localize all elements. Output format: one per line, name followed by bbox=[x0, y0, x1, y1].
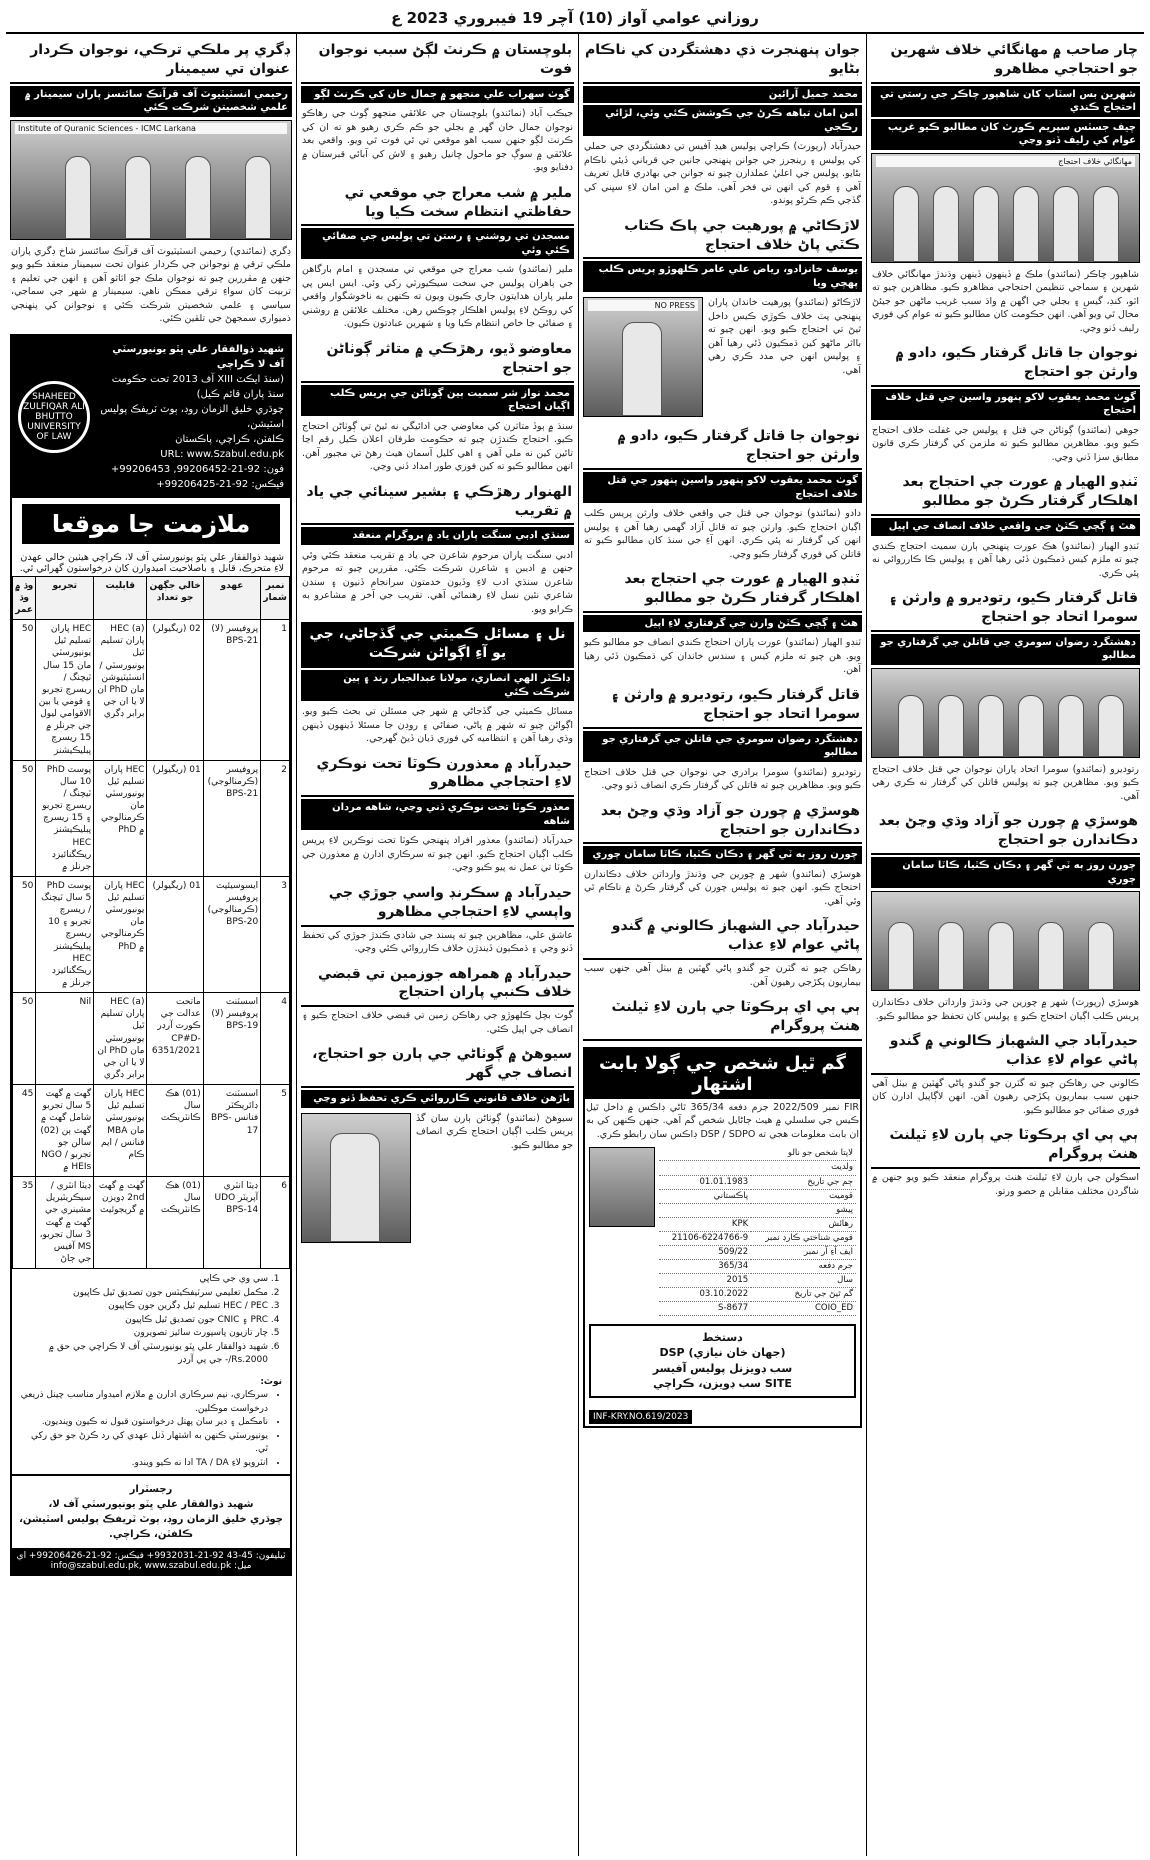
subheadline: مسجدن تي روشني ۽ رستن تي پوليس جي صفائي ڪئي وئي bbox=[301, 228, 574, 259]
note-item: • انٽرويو لاءِ TA / DA ادا نه ڪيو ويندو. bbox=[20, 1457, 268, 1471]
notice-rows bbox=[659, 1147, 856, 1315]
person-figure bbox=[973, 186, 999, 262]
job-cell-qual: HEC پاران تسليم ٿيل يونيورسٽي مان ڪرمنالوجي ۾ PhD bbox=[94, 876, 147, 992]
job-cell-qual: HEC پاران تسليم ٿيل يونيورسٽي مان MBA فنانس / ايم ڪام bbox=[94, 1085, 147, 1177]
notice-row bbox=[659, 1231, 856, 1245]
article-body: هوسڙي (رپورٽ) شهر ۾ چورين جي وڌندڙ وارداتن خلاف دڪاندارن پريس ڪلب اڳيان احتجاج ڪيو ۽ پوليس کان تحفظ جو مطالبو ڪيو. bbox=[872, 997, 1139, 1022]
person-figure bbox=[938, 922, 964, 991]
person-figure bbox=[938, 695, 964, 757]
column-center-left bbox=[296, 34, 578, 1856]
ad-footer: ٽيليفون: 45-43 92-21-9932031+ فيڪس: 92-21-99206426+ اي ميل: info@szabul.edu.pk, www.szabul.edu.pk bbox=[12, 1548, 290, 1574]
subheadline: امن امان تباهه ڪرڻ جي ڪوشش ڪئي وئي، لڙائي رڪجي bbox=[583, 105, 862, 136]
notice-label: لاپتا شخص جو نالو bbox=[751, 1147, 856, 1161]
headline: حيدرآباد جي الشهباز ڪالوني ۾ گندو پاڻي عوام لاءِ عذاب bbox=[871, 1029, 1140, 1075]
job-cell-no: 5 bbox=[261, 1085, 290, 1177]
ad-url: URL: www.Szabul.edu.pk bbox=[160, 448, 284, 460]
job-cell-age: 50 bbox=[13, 620, 36, 761]
registrar-signoff bbox=[12, 1474, 290, 1548]
notice-grid bbox=[585, 1143, 860, 1320]
vacancies-banner: ملازمت جا موقعا bbox=[22, 504, 280, 544]
officer-signature bbox=[589, 1324, 856, 1398]
notice-label: رهائش bbox=[751, 1217, 856, 1231]
news-photo bbox=[871, 891, 1140, 991]
headline: ملير ۾ شب معراج جي موقعي تي حفاظتي انتظام سخت ڪيا ويا bbox=[301, 181, 574, 227]
ad-line: چوڌري خليق الزمان روڊ، ٻوٽ ٽريفڪ پوليس اسٽيشن، bbox=[100, 403, 284, 430]
news-photo bbox=[871, 668, 1140, 758]
masthead-text: روزاني عوامي آواز (10) آچر 19 فيبروري 2023 ع bbox=[391, 9, 759, 27]
headline: ڊگري پر ملڪي ترڪي، نوجوان ڪردار عنوان تي سيمينار bbox=[10, 38, 292, 84]
headline: لاڙڪاڻي ۾ پورهيت جي پاڪ ڪتاب ڪٽي پاڻ خلاف احتجاج bbox=[583, 214, 862, 260]
subheadline: معذور ڪوٽا تحت نوڪري ڏني وڃي، شاهه مردان شاهه bbox=[301, 799, 574, 830]
headline: ٻي ٻي اي ٻرڪوٽا جي ٻارن لاءِ ٽيلنٽ هنٽ پروگرام bbox=[871, 1123, 1140, 1169]
person-figure bbox=[1093, 186, 1119, 262]
job-cell-exp: HEC پاران تسليم ٿيل يونيورسٽي مان 15 سال ٽيچنگ / ريسرچ تجربو ۽ قومي يا بين الاقوامي ليول جي جرنلز ۾ 15 ريسرچ پبليڪيشنز bbox=[36, 620, 94, 761]
notice-row bbox=[659, 1161, 856, 1175]
article-body: حيدرآباد (نمائندو) معذور افراد پنهنجي ڪوٽا تحت نوڪرين لاءِ پريس ڪلب اڳيان احتجاج ڪيو. انهن چيو ته سرڪاري ادارن ۾ معذورن جي ڪوٽا تي عمل نه پيو ڪيو وڃي. bbox=[302, 835, 573, 874]
subheadline: گوٺ محمد يعقوب لاکو پنهور واسين جي قتل خلاف احتجاج bbox=[871, 389, 1140, 420]
notice-value: 365/34 bbox=[659, 1259, 751, 1273]
notice-row bbox=[659, 1203, 856, 1217]
subheadline: محمد نواز شر سميت ٻين ڳوٺاڻن جي پريس ڪلب اڳيان احتجاج bbox=[301, 385, 574, 416]
person-figure bbox=[65, 156, 91, 239]
notice-label: ڄم جي تاريخ bbox=[751, 1175, 856, 1189]
subheadline: باڙهن خلاف قانوني ڪارروائي ڪري تحفظ ڏنو وڃي bbox=[301, 1090, 574, 1108]
ad-phone: فون: 92-21-99206452, 99206453+ فيڪس: 92-21-99206425+ bbox=[110, 463, 284, 490]
person-figure bbox=[125, 156, 151, 239]
subheadline: ڊاڪٽر الهي انصاري، مولانا عبدالجبار رند ۽ ٻين شرڪت ڪئي bbox=[301, 670, 574, 701]
subheadline: هٿ ۽ ڳچي ڪٽڻ وارن جي گرفتاري لاءِ اپيل bbox=[583, 615, 862, 633]
notice-label: ايف آءِ آر نمبر bbox=[751, 1245, 856, 1259]
seal-text: SHAHEED ZULFIQAR ALI BHUTTO UNIVERSITY OF LAW bbox=[23, 391, 85, 442]
subheadline: چورن روز ٻه ٽي گهر ۽ دڪان ڪٽيا، ڪاٽا سامان چوري bbox=[871, 857, 1140, 888]
article-body: سيوهڻ (نمائندو) ڳوٺاڻن ٻارن سان گڏ پريس ڪلب اڳيان احتجاج ڪري انصاف جو مطالبو ڪيو. bbox=[416, 1112, 573, 1151]
news-photo bbox=[583, 297, 703, 417]
person-figure bbox=[898, 695, 924, 757]
person-figure bbox=[988, 922, 1014, 991]
headline: جوان پنهنجرت ذي دهشتگردن کي ناڪام بڻايو bbox=[583, 38, 862, 84]
column-center-right bbox=[578, 34, 866, 1856]
checklist-item: 5. چار تازيون پاسپورٽ سائيز تصويرون bbox=[20, 1327, 268, 1341]
article-body: اسڪولن جي ٻارن لاءِ ٽيلنٽ هنٽ پروگرام منعقد ڪيو ويو جنهن ۾ شاگردن مختلف مقابلن ۾ حصو ورتو. bbox=[872, 1172, 1139, 1197]
job-cell-age: 45 bbox=[13, 1085, 36, 1177]
ad-line: ڪلفٽن، ڪراچي، پاڪستان bbox=[175, 433, 284, 445]
article-body: گوٺ بچل ڪلهوڙو جي رهاڪن زمين تي قبضي خلاف احتجاج ڪيو ۽ انصاف جي اپيل ڪئي. bbox=[302, 1010, 573, 1035]
notice-row bbox=[659, 1287, 856, 1301]
headline: نل ۽ مسائل ڪميٽي جي گڏجاڻي، جي يو آءِ اڳواڻن شرڪت bbox=[301, 622, 574, 668]
job-cell-count: 01 (ريگيولر) bbox=[147, 760, 203, 876]
job-cell-post: ڊيٽا انٽري آپريٽر UDO BPS-14 bbox=[203, 1177, 260, 1269]
jobs-table bbox=[12, 576, 290, 1269]
job-row bbox=[13, 620, 290, 761]
person-figure bbox=[1058, 695, 1084, 757]
person-figure bbox=[1098, 695, 1124, 757]
news-photo bbox=[871, 153, 1140, 263]
notice-title: گم ٿيل شخص جي ڳولا بابت اشتهار bbox=[585, 1049, 860, 1099]
story-with-photo bbox=[583, 294, 862, 420]
document-checklist bbox=[12, 1269, 290, 1372]
article-body: رتوديرو (نمائندو) سومرا برادري جي نوجوان جي قتل خلاف احتجاج ڪيو ويو. مظاهرين چيو ته قاتلن کي گرفتار ڪري انصاف ڏنو وڃي. bbox=[584, 766, 861, 792]
ref-row bbox=[585, 1402, 860, 1426]
reference-number: INF-KRY.NO.619/2023 bbox=[589, 1410, 692, 1424]
subheadline: گوٺ محمد يعقوب لاکو پنهور واسين پنهور جي قتل خلاف احتجاج bbox=[583, 472, 862, 503]
article-body: هوسڙي (نمائندو) شهر ۾ چورين جي وڌندڙ وارداتن خلاف دڪاندارن احتجاج ڪيو. انهن چيو ته پوليس چورن کي گرفتار ڪرڻ ۾ ناڪام ٿي وئي آهي. bbox=[584, 868, 861, 907]
article-body: ٽنڊو الهيار (نمائندو) هڪ عورت پنهنجي ٻارن سميت احتجاج ڪندي چيو ته ملزم کيس ڌمڪيون ڏئي رهيا آهن ۽ پوليس ڪا ڪارروائي نه پئي ڪري. bbox=[872, 540, 1139, 579]
notice-label: پيشو bbox=[751, 1203, 856, 1217]
person-figure bbox=[893, 186, 919, 262]
photo-caption: مهانگائي خلاف احتجاج bbox=[876, 156, 1135, 167]
article-body: مسائل ڪميٽي جي گڏجاڻي ۾ شهر جي مسئلن تي بحث ڪيو ويو. اڳواڻن چيو ته شهر ۾ پاڻي، صفائي ۽ روڊن جا مسئلا ڏينهون ڏينهن وڌي رهيا آهن ۽ انتظاميه کي فوري ڌيان ڏيڻ گهرجي. bbox=[302, 706, 573, 745]
news-photo bbox=[301, 1113, 411, 1243]
job-cell-post: اسسٽنٽ ڊائريڪٽر فنانس BPS-17 bbox=[203, 1085, 260, 1177]
notice-value: پاڪستاني bbox=[659, 1189, 751, 1203]
job-cell-no: 6 bbox=[261, 1177, 290, 1269]
article-body: ڊگري (نمائندي) رحيمي انسٽيٽيوٽ آف قرآنڪ سائنسز شاخ ڊگري پاران ملڪي ترقي ۾ نوجوانن جي ڪردار عنوان تحت سيمينار منعقد ڪيو ويو جنهن ۾ مقررين چيو ته نوجوان ملڪ جو اثاثو آهن ۽ انهن جي تعليم ۽ تربيت کان سواءِ ترقي ممڪن ناهي. سيمينار ۾ شهر جي سماجي، سياسي ۽ علمي شخصيتن شرڪت ڪئي ۽ نوجوانن کي پنهنجي ذميواري سمجهڻ جي تلقين ڪئي. bbox=[11, 245, 291, 325]
jobs-header-row bbox=[13, 576, 290, 619]
job-cell-count: ماتحت عدالت جي ڪورٽ آرڊر CP#D-6351/2021 bbox=[147, 993, 203, 1085]
headline: نوجوان جا قاتل گرفتار ڪيو، دادو ۾ وارثن جو احتجاج bbox=[583, 424, 862, 470]
article-body: جوهي (نمائندو) ڳوٺاڻن جي قتل ۽ پوليس جي غفلت خلاف احتجاج ڪيو ويو. مظاهرين مطالبو ڪيو ته ملزمن کي گرفتار ڪري قانون مطابق سزا ڏني وڃي. bbox=[872, 424, 1139, 463]
subheadline: سنڌي ادبي سنگت پاران ياد ۾ پروگرام منعقد bbox=[301, 527, 574, 545]
person-figure bbox=[978, 695, 1004, 757]
job-cell-post: ايسوسيئيٽ پروفيسر (ڪرمنالوجي) BPS-20 bbox=[203, 876, 260, 992]
subheadline: رحيمي انسٽيٽيوٽ آف قرآنڪ سائنسز پاران سيمينار ۾ علمي شخصيتن شرڪت ڪئي bbox=[10, 86, 292, 117]
headline: بلوچستان ۾ ڪرنٽ لڳڻ سبب نوجوان فوت bbox=[301, 38, 574, 84]
notice-value: KPK bbox=[659, 1217, 751, 1231]
person-figure bbox=[622, 322, 662, 416]
article-body: لاڙڪاڻو (نمائندو) پورهيت خاندان پاران پنهنجي پٽ خلاف ڪوڙي ڪيس داخل ٿيڻ تي احتجاج ڪيو ويو. انهن چيو ته بااثر ماڻهو کين ڌمڪيون ڏئي رهيا آهن ۽ پوليس انهن جي مدد ڪري رهي آهي. bbox=[708, 297, 861, 376]
photo-caption: NO PRESS bbox=[588, 300, 698, 311]
headline: هوسڙي ۾ چورن جو آزاد وڌي وڃڻ بعد دڪاندارن جو احتجاج bbox=[871, 809, 1140, 855]
subheadline: چورن روز ٻه ٽي گهر ۽ دڪان ڪٽيا، ڪاٽا سامان چوري bbox=[583, 846, 862, 864]
notice-text: FIR نمبر 2022/509 جرم دفعه 365/34 ٿاڻي ڊاڪس ۾ داخل ٿيل ڪيس جي سلسلي ۾ هيٺ ڄاڻايل شخص گم آهي. جنهن ڪنهن کي به ان بابت معلومات هجي ته DSP / SDPO ڊاڪس سان رابطو ڪري. bbox=[586, 1101, 859, 1140]
notice-value: 2015 bbox=[659, 1273, 751, 1287]
notice-table bbox=[659, 1147, 856, 1316]
headline: الهنوار رهڙڪي ۽ بشير سينائي جي ياد ۾ تقريب bbox=[301, 480, 574, 526]
photo-caption: Institute of Quranic Sciences - ICMC Larkana bbox=[15, 123, 287, 134]
headline: هوسڙي ۾ چورن جو آزاد وڌي وڃڻ بعد دڪاندارن جو احتجاج bbox=[583, 799, 862, 845]
notice-row bbox=[659, 1245, 856, 1259]
notes-list bbox=[20, 1389, 282, 1470]
ad-intro: شهيد ذوالفقار علي ڀٽو يونيورسٽي آف لا، ڪراچي هيٺين خالي عهدن لاءِ متحرڪ، قابل ۽ باصلاحيت اميدوارن کان درخواستون گهرائي ٿي. bbox=[19, 551, 284, 574]
notice-row bbox=[659, 1273, 856, 1287]
notice-label: گم ٿيڻ جي تاريخ bbox=[751, 1287, 856, 1301]
person-figure bbox=[185, 156, 211, 239]
headline: حيدرآباد جي الشهباز ڪالوني ۾ گندو پاڻي عوام لاءِ عذاب bbox=[583, 914, 862, 960]
notice-label: قوميت bbox=[751, 1189, 856, 1203]
university-seal-icon bbox=[18, 381, 90, 453]
checklist-item: 2. مڪمل تعليمي سرٽيفڪيٽس جون تصديق ٿيل ڪاپيون bbox=[20, 1287, 268, 1301]
person-figure bbox=[1053, 186, 1079, 262]
person-figure bbox=[1038, 922, 1064, 991]
subheadline: يوسف خانزادو، رياض علي عامر ڪلهوڙو پريس ڪلب پهچي ويا bbox=[583, 261, 862, 292]
column-right bbox=[866, 34, 1144, 1856]
headline: سيوهڻ ۾ ڳوٺاڻي جي ٻارن جو احتجاج، انصاف جي گهر bbox=[301, 1042, 574, 1088]
subheadline: هٿ ۽ ڳچي ڪٽڻ جي واقعي خلاف انصاف جي اپيل bbox=[871, 518, 1140, 536]
job-cell-exp: پوسٽ PhD 10 سال ٽيچنگ / ريسرچ تجربو ۽ 15 ريسرچ پبليڪيشنز HEC ريڪگنائيزڊ جرنلز ۾ bbox=[36, 760, 94, 876]
job-cell-count: 01 (ريگيولر) bbox=[147, 876, 203, 992]
notice-row bbox=[659, 1189, 856, 1203]
headline: معاوضو ڏيو، رهڙڪي ۾ متاثر ڳوٺاڻن جو احتجاج bbox=[301, 337, 574, 383]
subheadline: دهشتگرد رضوان سومري جي قاتلن جي گرفتاري جو مطالبو bbox=[871, 634, 1140, 665]
missing-person-photo bbox=[589, 1147, 655, 1227]
job-cell-exp: Nil bbox=[36, 993, 94, 1085]
person-figure bbox=[888, 922, 914, 991]
officer-line: (جهان خان نيازي) DSP bbox=[659, 1346, 786, 1360]
job-cell-post: اسسٽنٽ پروفيسر (لا) BPS-19 bbox=[203, 993, 260, 1085]
notice-value bbox=[659, 1203, 751, 1217]
job-cell-qual: HEC پاران تسليم ٿيل يونيورسٽي مان ڪرمنالوجي ۾ PhD bbox=[94, 760, 147, 876]
news-photo bbox=[10, 120, 292, 240]
signoff-line: چوڌري خليق الزمان روڊ، ٻوٽ ٽريفڪ پوليس اسٽيشن، ڪلفٽن، ڪراچي. bbox=[19, 1514, 283, 1541]
note-item: • سرڪاري، نيم سرڪاري ادارن ۾ ملازم اميدوار مناسب چينل ذريعي درخواست موڪلين. bbox=[20, 1389, 268, 1416]
article-body: دادو (نمائندو) نوجوان جي قتل جي واقعي خلاف وارثن پريس ڪلب اڳيان احتجاج ڪيو. وارثن چيو ته قاتل آزاد گهمي رهيا آهن ۽ پوليس انهن کي گرفتار نه پئي ڪري. انهن آءِ جي سنڌ کان مطالبو ڪيو ته قاتلن کي فوري گرفتار ڪيو وڃي. bbox=[584, 508, 861, 560]
note-item: • نامڪمل ۽ دير سان پهتل درخواستون قبول نه ڪيون وينديون. bbox=[20, 1416, 268, 1430]
ad-title: شهيد ذوالفقار علي ڀٽو يونيورسٽي آف لا ڪراچي bbox=[112, 343, 284, 370]
headline: چار صاحب ۾ مهانگائي خلاف شهرين جو احتجاجي مظاهرو bbox=[871, 38, 1140, 84]
notice-label: سال bbox=[751, 1273, 856, 1287]
article-body: ملير (نمائندو) شب معراج جي موقعي تي مسجدن ۽ امام بارگاهن جي ٻاهران پوليس جي سخت سيڪيورٽي رکي وئي. ايس ايس پي ملير پاران هدايتون جاري ڪيون ويون ته ڪنهن به ناخوشگوار واقعي کي روڪڻ لاءِ پوليس اهلڪار چوڪس رهن. مختلف علائقن ۾ روشني ۽ صفائي جا خاص انتظام ڪيا ويا ۽ شهرين عبادتون ڪيون. bbox=[302, 264, 573, 330]
article-body: رهاڪن چيو ته گٽرن جو گندو پاڻي گهٽين ۾ بيٺل آهي جنهن سبب بيماريون پکڙجي رهيون آهن. bbox=[584, 963, 861, 988]
notice-label: ولديت bbox=[751, 1161, 856, 1175]
headline: قاتل گرفتار ڪيو، رتوديرو ۾ وارثن ۽ سومرا اتحاد جو احتجاج bbox=[871, 586, 1140, 632]
job-cell-post: پروفيسر (لا) BPS-21 bbox=[203, 620, 260, 761]
job-cell-count: (01) هڪ سال ڪانٽريڪٽ bbox=[147, 1177, 203, 1269]
notes-title: نوٽ: bbox=[260, 1376, 282, 1387]
job-row bbox=[13, 1085, 290, 1177]
missing-person-notice bbox=[583, 1047, 862, 1428]
job-row bbox=[13, 993, 290, 1085]
job-cell-post: پروفيسر (ڪرمنالوجي) BPS-21 bbox=[203, 760, 260, 876]
jobs-column-header: قابليت bbox=[94, 576, 147, 619]
person-figure bbox=[1018, 695, 1044, 757]
subheadline: دهشتگرد رضوان سومري جي قاتلن جي گرفتاري جو مطالبو bbox=[583, 731, 862, 762]
job-advertisement bbox=[10, 334, 292, 1576]
article-body: عاشق علي، مظاهرين چيو ته پسند جي شادي ڪندڙ جوڙي کي تحفظ ڏنو وڃي ۽ ڌمڪيون ڏيندڙن خلاف ڪارروائي ڪئي وڃي. bbox=[302, 929, 573, 955]
notice-row bbox=[659, 1147, 856, 1161]
job-row bbox=[13, 760, 290, 876]
person-figure bbox=[330, 1133, 380, 1242]
job-cell-age: 50 bbox=[13, 760, 36, 876]
notice-value: 8677-S bbox=[659, 1301, 751, 1315]
article-body: سنڌ ۾ ٻوڏ متاثرن کي معاوضي جي ادائيگي نه ٿيڻ تي ڳوٺاڻن احتجاج ڪيو. احتجاج ڪندڙن چيو ته حڪومت طرفان اعلان ڪيل رقم اڃا تائين کين نه ملي آهي ۽ اهي کليل آسمان هيٺ رهڻ تي مجبور آهن. انهن مطالبو ڪيو ته کين فوري طور امداد ڏني وڃي. bbox=[302, 420, 573, 473]
ad-header bbox=[12, 336, 290, 498]
job-cell-qual: (a) HEC پاران تسليم ٿيل يونيورسٽي / انسٽيٽيوشن مان PhD ان لا يا ان جي برابر ڊگري bbox=[94, 620, 147, 761]
officer-line: سب ڊويزنل پوليس آفيسر bbox=[652, 1361, 793, 1375]
job-cell-age: 50 bbox=[13, 993, 36, 1085]
person-figure bbox=[245, 156, 271, 239]
byline: محمد جميل آرائين bbox=[583, 86, 862, 104]
notice-value bbox=[659, 1147, 751, 1161]
job-cell-no: 3 bbox=[261, 876, 290, 992]
jobs-column-header: تجربو bbox=[36, 576, 94, 619]
job-row bbox=[13, 1177, 290, 1269]
job-cell-count: (01) هڪ سال ڪانٽريڪٽ bbox=[147, 1085, 203, 1177]
article-body: حيدرآباد (رپورٽ) ڪراچي پوليس هيڊ آفيس تي دهشتگردي جي حملي کي پوليس ۽ رينجرز جي جوانن پنهنجي جانين جي قرباني ڏيئي ناڪام بڻايو. پوليس جي اعليٰ عملدارن چيو ته جوانن جي بهادري قابل تعريف آهي ۽ قوم کي انهن تي فخر آهي. ملڪ ۾ امن امان لاءِ سڀني کي گڏجي ڪم ڪرڻو پوندو. bbox=[584, 141, 861, 207]
notice-label: COIO_ED bbox=[751, 1301, 856, 1315]
job-cell-age: 35 bbox=[13, 1177, 36, 1269]
notice-row bbox=[659, 1175, 856, 1189]
column-left bbox=[6, 34, 296, 1856]
job-cell-no: 4 bbox=[261, 993, 290, 1085]
job-cell-exp: پوسٽ PhD 5 سال ٽيچنگ / ريسرچ تجربو ۽ 10 ريسرچ پبليڪيشنز HEC ريڪگنائيزڊ جرنلز ۾ bbox=[36, 876, 94, 992]
subheadline: شهرين بس اسٽاپ کان شاهپور چاڪر جي رستي تي احتجاج ڪندي bbox=[871, 86, 1140, 117]
notice-value: 01.01.1983 bbox=[659, 1175, 751, 1189]
note-item: • يونيورسٽي ڪنهن به اشتهار ڏنل عهدي کي رد ڪرڻ جو حق رکي ٿي. bbox=[20, 1430, 268, 1457]
checklist-item: 6. شهيد ذوالفقار علي ڀٽو يونيورسٽي آف لا ڪراچي جي حق ۾ Rs.2000/- جي پي آرڊر bbox=[20, 1341, 268, 1368]
checklist-item: 4. PRC ۽ CNIC جون تصديق ٿيل ڪاپيون bbox=[20, 1314, 268, 1328]
headline: ٻي ٻي اي ٻرڪوٽا جي ٻارن لاءِ ٽيلنٽ هنٽ پروگرام bbox=[583, 995, 862, 1041]
masthead bbox=[6, 4, 1144, 34]
signoff-line: رجسٽرار bbox=[129, 1484, 173, 1496]
jobs-column-header: خالي جڳهن جو تعداد bbox=[147, 576, 203, 619]
job-cell-no: 1 bbox=[261, 620, 290, 761]
notice-label: قومي شناختي ڪارڊ نمبر bbox=[751, 1231, 856, 1245]
checklist-item: 3. HEC / PEC تسليم ٿيل ڊگرين جون ڪاپيون bbox=[20, 1300, 268, 1314]
notice-row bbox=[659, 1217, 856, 1231]
jobs-body bbox=[13, 620, 290, 1269]
ad-line: (سنڌ ايڪٽ XIII آف 2013 تحت حڪومت سنڌ پاران قائم ڪيل) bbox=[111, 373, 284, 400]
job-cell-no: 2 bbox=[261, 760, 290, 876]
person-figure bbox=[1013, 186, 1039, 262]
story-with-photo bbox=[301, 1110, 574, 1246]
headline: حيدرآباد ۾ همراهه جوزمين تي قبضي خلاف ڪنبي پاران احتجاج bbox=[301, 962, 574, 1008]
notice-label: جرم دفعه bbox=[751, 1259, 856, 1273]
article-body: ڪالوني جي رهاڪن چيو ته گٽرن جو گندو پاڻي گهٽين ۾ بيٺل آهي جنهن سبب بيماريون پکڙجي رهيون آهن. انهن لاڳاپيل ادارن کان فوري صفائي جو مطالبو ڪيو. bbox=[872, 1077, 1139, 1116]
columns bbox=[6, 34, 1144, 1856]
article-body: رتوديرو (نمائندو) سومرا اتحاد پاران نوجوان جي قتل خلاف احتجاج ڪيو ويو. مظاهرين چيو ته پوليس قاتلن کي گرفتار نه ڪري رهي آهي. bbox=[872, 763, 1139, 802]
officer-line: SITE سب ڊويزن، ڪراچي bbox=[653, 1377, 792, 1391]
job-cell-qual: (a) HEC پاران تسليم ٿيل يونيورسٽي مان PhD ان لا يا ان جي برابر ڊگري bbox=[94, 993, 147, 1085]
job-cell-count: 02 (ريگيولر) bbox=[147, 620, 203, 761]
job-row bbox=[13, 876, 290, 992]
notice-value: 509/22 bbox=[659, 1245, 751, 1259]
article-body: ادبي سنگت پاران مرحوم شاعرن جي ياد ۾ تقريب منعقد ڪئي وئي جنهن ۾ اديبن ۽ شاعرن شرڪت ڪئي. مقررين چيو ته مرحوم شاعرن سنڌي ادب لاءِ وڏيون خدمتون سرانجام ڏنيون ۽ سندن شاعري نئين نسل لاءِ رهنمائي آهي. تقريب جي آخر ۾ مشاعرو به ڪرايو ويو. bbox=[302, 549, 573, 615]
notice-row bbox=[659, 1301, 856, 1315]
notice-value: 21106-6224766-9 bbox=[659, 1231, 751, 1245]
signoff-line: شهيد ذوالفقار علي ڀٽو يونيورسٽي آف لا، bbox=[48, 1499, 254, 1511]
article-body: جيڪب آباد (نمائندو) بلوچستان جي علائقي منجهو ڳوٺ جي رهاڪو نوجوان جمال خان گهر ۾ بجلي جو ڪم ڪري رهيو هو ته ان کي ڪرنٽ لڳو جنهن سبب اهو موقعي تي ئي فوت ٿي ويو. واقعي بعد علائقي ۾ سوڳ جو ماحول ڇانيل رهيو ۽ لاش کي آبائي قبرستان ۾ دفنايو ويو. bbox=[302, 108, 573, 174]
ad-header-text bbox=[98, 342, 284, 492]
notice-value bbox=[659, 1161, 751, 1175]
article-body: ٽنڊو الهيار (نمائندو) عورت پاران احتجاج ڪندي انصاف جو مطالبو ڪيو ويو. هن چيو ته ملزم کيس ۽ سندس خاندان کي ڌمڪيون ڏئي رهيا آهن. bbox=[584, 637, 861, 676]
notes-section bbox=[12, 1372, 290, 1475]
officer-line: دستخط bbox=[702, 1330, 743, 1344]
headline: ٽنڊو الهيار ۾ عورت جي احتجاج بعد اهلڪار گرفتار ڪرڻ جو مطالبو bbox=[871, 470, 1140, 516]
job-cell-exp: گهٽ ۾ گهٽ 5 سال تجربو شامل گهٽ ۾ گهٽ ٻن (02) سالن جو تجربو NGO / HEIs ۾ bbox=[36, 1085, 94, 1177]
headline: قاتل گرفتار ڪيو، رتوديرو ۾ وارثن ۽ سومرا اتحاد جو احتجاج bbox=[583, 683, 862, 729]
jobs-column-header: وڌ ۾ وڌ عمر bbox=[13, 576, 36, 619]
headline: نوجوان جا قاتل گرفتار ڪيو، دادو ۾ وارثن جو احتجاج bbox=[871, 341, 1140, 387]
notice-value: 03.10.2022 bbox=[659, 1287, 751, 1301]
job-cell-exp: ڊيٽا انٽري / سيڪريٽيريل مشينري جي گهٽ ۾ گهٽ 3 سال تجربو، MS آفيس جي ڄاڻ bbox=[36, 1177, 94, 1269]
headline: حيدرآباد ۾ معذورن ڪوٽا تحت نوڪري لاءِ احتجاجي مظاهرو bbox=[301, 752, 574, 798]
person-figure bbox=[933, 186, 959, 262]
checklist-item: 1. سي وي جي ڪاپي bbox=[20, 1273, 268, 1287]
subheadline: چيف جسٽس سپريم ڪورٽ کان مطالبو ڪيو غريب عوام کي رليف ڏنو وڃي bbox=[871, 119, 1140, 150]
notice-row bbox=[659, 1259, 856, 1273]
jobs-column-header: عهدو bbox=[203, 576, 260, 619]
job-cell-age: 50 bbox=[13, 876, 36, 992]
jobs-column-header: نمبر شمار bbox=[261, 576, 290, 619]
headline: حيدرآباد ۾ سڪرنڊ واسي جوڙي جي واپسي لاءِ احتجاجي مظاهرو bbox=[301, 881, 574, 927]
headline: ٽنڊو الهيار ۾ عورت جي احتجاج بعد اهلڪار گرفتار ڪرڻ جو مطالبو bbox=[583, 567, 862, 613]
person-figure bbox=[1088, 922, 1114, 991]
subheadline: گوٺ سهراب علي منجهو ۾ جمال خان کي ڪرنٽ لڳو bbox=[301, 86, 574, 104]
article-body: شاهپور چاڪر (نمائندو) ملڪ ۾ ڏينهون ڏينهن وڌندڙ مهانگائي خلاف شهرين ۽ سماجي تنظيمن احتجاجي مظاهرو ڪيو. مظاهرين چيو ته اٽو، کنڊ، گيس ۽ بجلي جي اگهن ۾ واڌ سبب غريب ماڻهن جو جيئڻ محال ٿي ويو آهي. انهن حڪومت کان مطالبو ڪيو ته عوام کي فوري رليف ڏنو وڃي. bbox=[872, 268, 1139, 334]
job-cell-qual: گهٽ ۾ گهٽ 2nd ڊويزن ۾ گريجوئيٽ bbox=[94, 1177, 147, 1269]
